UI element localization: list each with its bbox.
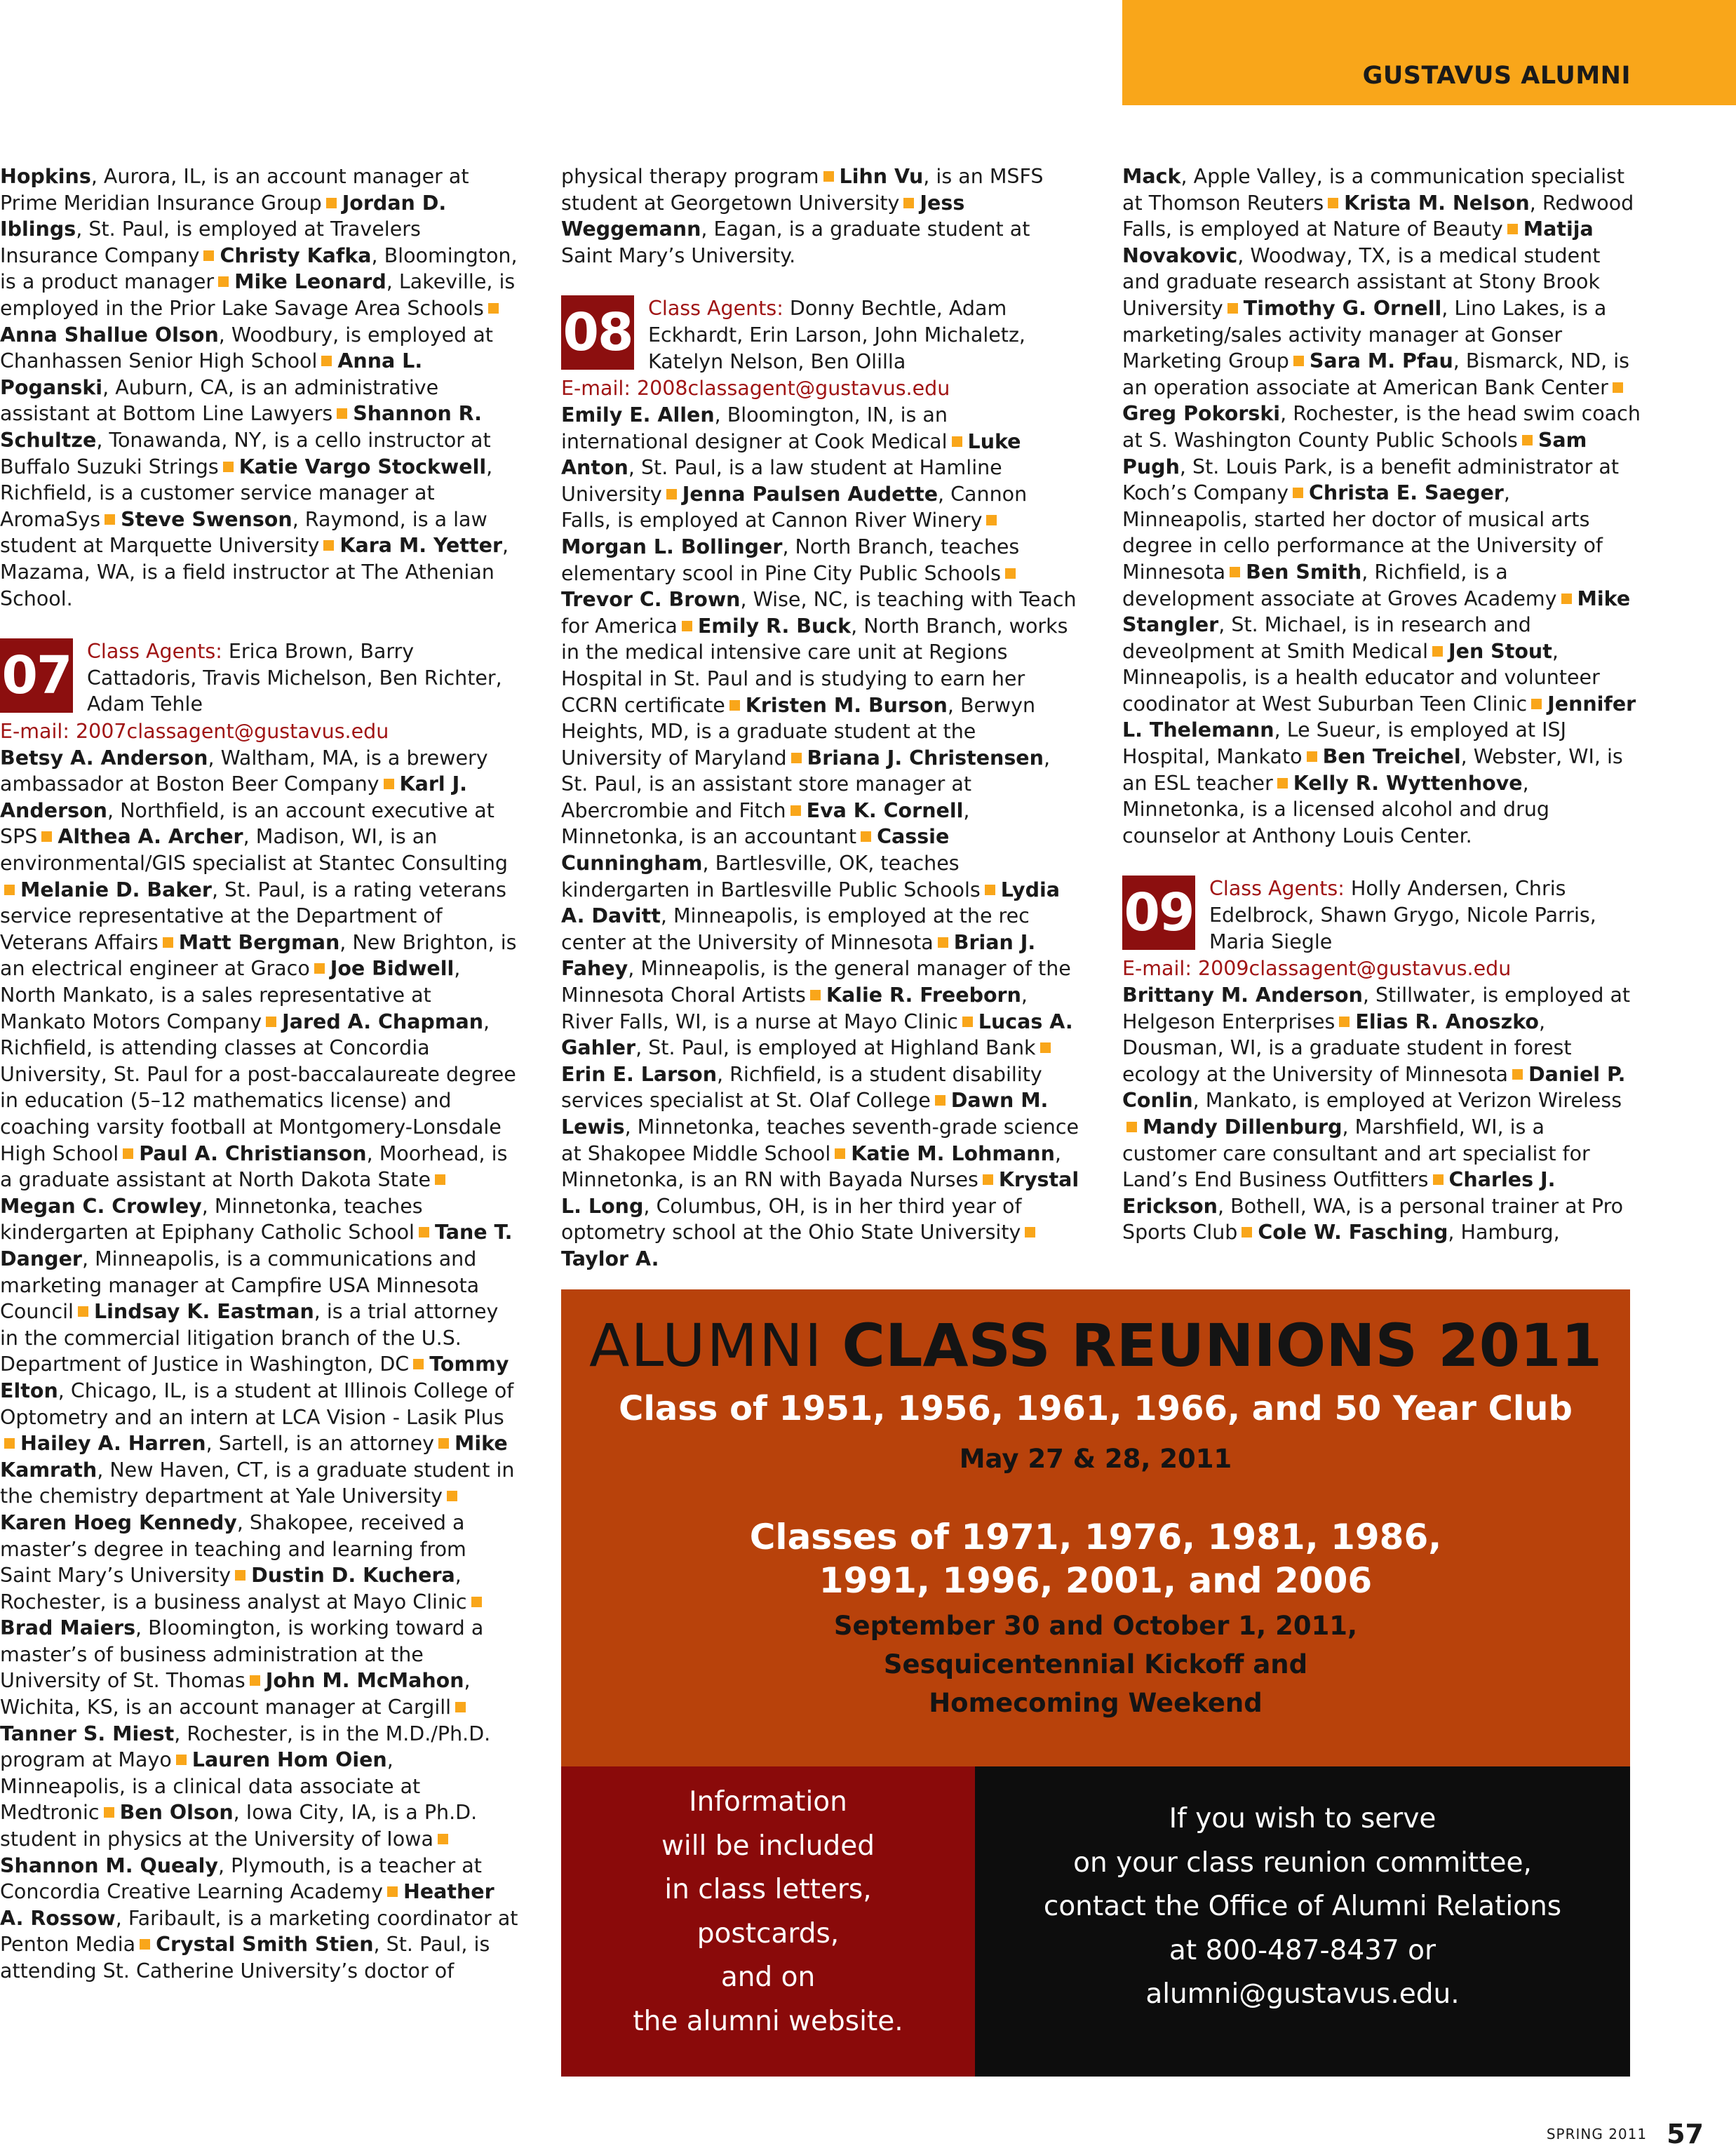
class-agents [87,638,519,718]
alumni-name: Ben Smith [1246,560,1362,584]
alumni-details: , Richfield, is attending classes at Concordia University, St. Paul for a post-baccalaureate degree in education (5–12 mathematics license) and coaching varsity football at Montgomery-Lonsdale High School [0,1010,516,1165]
alumni-details: , Columbus, OH, is in her third year of optometry school at the Ohio State University [561,1194,1022,1245]
alumni-name: Betsy A. Anderson [0,746,208,770]
alumni-entry [20,1432,434,1455]
separator-square-icon [266,1017,276,1027]
reunions-fall-date-line: Sesquicentennial Kickoff and [883,1649,1308,1679]
class-number-badge: 09 [1122,876,1195,950]
class-email-line [1122,955,1641,982]
reunions-box [561,1289,1630,1766]
alumni-details: , Mazama, WA, is a field instructor at The Athenian School. [0,534,509,610]
entries-intro [1122,163,1641,849]
alumni-entry [561,165,819,188]
separator-square-icon [1339,1017,1350,1027]
class-agents-label: Class Agents: [87,640,222,664]
class-agents [1209,876,1641,955]
separator-square-icon [384,779,394,789]
separator-square-icon [140,1939,150,1950]
alumni-name: Jenna Paulsen Audette [682,482,938,506]
alumni-name: Lauren Hom Oien [191,1748,387,1772]
alumni-name: Kristen M. Burson [745,693,948,717]
alumni-details: , Plymouth, is a teacher at Concordia Creative Learning Academy [0,1853,482,1904]
alumni-name: Kelly R. Wyttenhove [1293,771,1523,795]
alumni-name: Eva K. Cornell [806,798,964,822]
separator-square-icon [1328,198,1338,208]
separator-square-icon [387,1886,398,1897]
alumni-name: Jess Weggemann [561,191,965,241]
class-2007-header [0,638,519,718]
separator-square-icon [835,1148,845,1159]
info-line: the alumni website. [633,2005,903,2037]
alumni-details: , Lino Lakes, is a marketing/sales activity manager at Gonser Marketing Group [1122,296,1607,373]
reunions-fall-date-line: September 30 and October 1, 2011, [833,1611,1358,1641]
alumni-details: , Minnetonka, teaches kindergarten at Epiphany Catholic School [0,1194,423,1245]
reunions-fall-classes-line: 1991, 1996, 2001, and 2006 [819,1560,1373,1601]
separator-square-icon [1613,382,1623,393]
alumni-name: Althea A. Archer [58,825,243,849]
alumni-name: Emily R. Buck [697,614,852,638]
reunions-spring-classes: Class of 1951, 1956, 1961, 1966, and 50 Year Club [619,1389,1573,1428]
separator-square-icon [790,805,801,816]
alumni-name: Greg Pokorski [1122,402,1281,426]
info-line: and on [720,1961,816,1993]
contact-box [975,1766,1630,2077]
separator-square-icon [1293,488,1303,498]
contact-line: on your class reunion committee, [1073,1846,1532,1879]
entries-intro [561,163,1080,269]
alumni-details: , Minneapolis, is the general manager of the Minnesota Choral Artists [561,957,1071,1007]
separator-square-icon [729,700,740,711]
alumni-details: , Redwood Falls, is employed at Nature of Beauty [1122,191,1634,241]
alumni-name: Anna Shallue Olson [0,323,219,347]
alumni-name: Morgan L. Bollinger [561,535,783,558]
alumni-details: , Sartell, is an attorney [206,1432,435,1456]
alumni-details: , Minneapolis, is a communications and marketing manager at Campfire USA Minnesota Council [0,1247,480,1324]
separator-square-icon [1227,303,1238,314]
alumni-details: , Richfield, is a development associate at Groves Academy [1122,560,1557,610]
alumni-name: Trevor C. Brown [561,588,741,612]
alumni-name: Cassie Cunningham [561,825,950,876]
alumni-name: Jared A. Chapman [282,1010,484,1033]
alumni-name: Christa E. Saeger [1309,481,1504,505]
class-email-link[interactable]: 2007classagent@gustavus.edu [76,720,389,744]
alumni-details: , Lakeville, is employed in the Prior Lake Savage Area Schools [0,270,516,320]
alumni-name: Mike Stangler [1122,586,1631,637]
alumni-details: , Eagan, is a graduate student at Saint Mary’s University. [561,217,1030,267]
class-agents-names: Erica Brown, Barry Cattadoris, Travis Michelson, Ben Richter, Adam Tehle [87,640,502,716]
alumni-details: , is a trial attorney in the commercial litigation branch of the U.S. Department of Justice in Washington, DC [0,1300,499,1376]
alumni-details: , Rochester, is in the M.D./Ph.D. program at Mayo [0,1722,491,1772]
separator-square-icon [163,937,173,948]
alumni-details: , Chicago, IL, is a student at Illinois College of Optometry and an intern at LCA Vision - Lasik Plus [0,1379,514,1429]
class-email-link[interactable]: 2009classagent@gustavus.edu [1198,957,1512,981]
separator-square-icon [952,436,962,447]
separator-square-icon [235,1570,245,1581]
alumni-name: Dustin D. Kuchera [251,1564,455,1588]
alumni-name: Kalie R. Freeborn [826,984,1021,1007]
alumni-name: Mike Kamrath [0,1432,508,1482]
alumni-name: Jennifer L. Thelemann [1122,692,1636,742]
alumni-details: , Minnetonka, is an RN with Bayada Nurses [561,1141,1061,1192]
separator-square-icon [962,1017,973,1027]
separator-square-icon [326,198,337,208]
alumni-name: Kara M. Yetter [339,534,502,558]
separator-square-icon [438,1834,448,1844]
page-footer [1547,2119,1704,2149]
class-email-link[interactable]: 2008classagent@gustavus.edu [637,377,950,401]
alumni-name: Matija Novakovic [1122,217,1594,267]
alumni-details: physical therapy program [561,165,819,188]
alumni-details: , Webster, WI, is an ESL teacher [1122,745,1623,795]
alumni-name: Lucas A. Gahler [561,1010,1073,1060]
alumni-details: , Aurora, IL, is an account manager at Prime Meridian Insurance Group [0,165,469,215]
alumni-details: , Apple Valley, is a communication specialist at Thomson Reuters [1122,165,1625,215]
class-agents [648,295,1080,375]
separator-square-icon [471,1597,482,1607]
alumni-name: Mike Leonard [234,270,386,294]
alumni-name: Anna L. Poganski [0,349,423,399]
alumni-name: Brittany M. Anderson [1122,984,1363,1007]
alumni-name: Ben Treichel [1322,745,1461,769]
email-label: E-mail: [1122,957,1192,981]
alumni-details: , Bloomington, is working toward a master’s of business administration at the University of St. Thomas [0,1616,484,1693]
alumni-name: Karen Hoeg Kennedy [0,1510,237,1534]
reunions-spring-date: May 27 & 28, 2011 [959,1444,1232,1474]
alumni-details: , Wichita, KS, is an account manager at Cargill [0,1669,471,1719]
alumni-details: , Minneapolis, started her doctor of musical arts degree in cello performance at the University of Minnesota [1122,481,1603,584]
separator-square-icon [1522,435,1533,445]
alumni-details: , North Branch, works in the medical intensive care unit at Regions Hospital in St. Paul and is studying to earn her CCRN certificate [561,614,1068,717]
entries-list [1122,982,1641,1246]
alumni-name: Dawn M. Lewis [561,1089,1049,1139]
separator-square-icon [1531,699,1542,709]
class-2009-header [1122,876,1641,955]
reunions-fall-date [561,1607,1630,1722]
alumni-name: Lydia A. Davitt [561,878,1060,928]
alumni-name: Cole W. Fasching [1258,1221,1448,1245]
reunions-fall-classes [561,1515,1630,1602]
alumni-name: Erin E. Larson [561,1062,718,1086]
alumni-details: , Mankato, is employed at Verizon Wireless [1192,1089,1622,1113]
info-line: postcards, [697,1917,840,1950]
separator-square-icon [823,171,834,182]
alumni-name: Paul A. Christianson [139,1141,367,1165]
alumni-name: Tanner S. Miest [0,1722,175,1745]
alumni-details: , Minnetonka, teaches seventh-grade science at Shakopee Middle School [561,1115,1079,1165]
alumni-name: Crystal Smith Stien [156,1933,374,1957]
separator-square-icon [1432,646,1443,657]
alumni-name: Jen Stout [1448,639,1552,663]
alumni-details: , St. Paul, is employed at Highland Bank [635,1036,1036,1060]
alumni-name: John M. McMahon [265,1669,464,1693]
alumni-name: Katie Vargo Stockwell [238,455,487,478]
alumni-name: Charles J. Erickson [1122,1168,1556,1218]
alumni-details: , St. Paul, is a law student at Hamline University [561,456,1002,506]
alumni-details: , Tonawanda, NY, is a cello instructor at Buffalo Suzuki Strings [0,428,491,478]
separator-square-icon [337,408,347,419]
separator-square-icon [1293,356,1304,366]
email-label: E-mail: [561,377,631,401]
alumni-name: Tane T. Danger [0,1221,513,1270]
alumni-details: , Le Sueur, is employed at ISJ Hospital, Mankato [1122,718,1566,769]
class-agents-names: Donny Bechtle, Adam Eckhardt, Erin Larson, John Michaletz, Katelyn Nelson, Ben Olilla [648,297,1025,373]
alumni-details: , Bloomington, is a product manager [0,243,518,294]
alumni-details: , Dousman, WI, is a graduate student in forest ecology at the University of Minnesota [1122,1010,1572,1086]
alumni-name: Mack [1122,165,1181,188]
alumni-entry [561,535,1019,585]
alumni-details: , Bismarck, ND, is an operation associate at American Bank Center [1122,349,1629,399]
alumni-details: , is an MSFS student at Georgetown University [561,165,1044,215]
alumni-details: , Iowa City, IA, is a Ph.D. student in physics at the University of Iowa [0,1801,478,1851]
alumni-details: , Minneapolis, is employed at the rec center at the University of Minnesota [561,904,1030,954]
separator-square-icon [938,937,948,948]
alumni-name: Timothy G. Ornell [1243,296,1442,320]
alumni-entry [561,1247,659,1270]
alumni-name: Steve Swenson [121,507,292,531]
alumni-name: Hailey A. Harren [20,1432,206,1456]
separator-square-icon [810,990,821,1000]
alumni-details: , Minneapolis, is a health educator and volunteer coodinator at West Suburban Teen Clinic [1122,639,1600,716]
info-box [561,1766,975,2077]
alumni-name: Katie M. Lohmann [851,1141,1055,1165]
alumni-details: , St. Paul, is attending St. Catherine University’s doctor of [0,1933,490,1983]
alumni-name: Brian J. Fahey [561,930,1036,981]
entries-intro [0,163,519,612]
class-number-badge: 08 [561,295,634,370]
alumni-details: , Bartlesville, OK, teaches kindergarten in Bartlesville Public Schools [561,852,981,901]
separator-square-icon [413,1359,424,1369]
class-email-line [0,718,519,745]
separator-square-icon [435,1174,445,1185]
alumni-name: Lihn Vu [839,165,924,188]
separator-square-icon [323,540,334,551]
alumni-name: Emily E. Allen [561,403,715,427]
alumni-details: , Marshfield, WI, is a customer care consultant and art specialist for Land’s End Business Outfitters [1122,1115,1590,1192]
separator-square-icon [861,831,871,842]
separator-square-icon [1242,1227,1252,1238]
alumni-details: , Woodbury, is employed at Chanhassen Senior High School [0,323,493,373]
alumni-details: , Bothell, WA, is a personal trainer at Pro Sports Club [1122,1194,1624,1245]
separator-square-icon [986,515,997,525]
alumni-details: , Cannon Falls, is employed at Cannon River Winery [561,482,1028,532]
contact-phone[interactable]: at 800-487-8437 or [1169,1934,1436,1966]
separator-square-icon [419,1227,429,1238]
alumni-name: Shannon R. Schultze [0,402,482,452]
alumni-details: , St. Paul, is an assistant store manager at Abercrombie and Fitch [561,746,1050,822]
separator-square-icon [935,1095,946,1106]
alumni-details: , Minnetonka, is an accountant [561,798,970,849]
alumni-name: Brad Maiers [0,1616,136,1640]
class-email-line [561,375,1080,402]
separator-square-icon [1561,593,1572,604]
separator-square-icon [78,1306,88,1317]
alumni-entry [0,825,508,875]
page-number: 57 [1667,2119,1704,2149]
separator-square-icon [791,753,802,763]
separator-square-icon [1512,1069,1523,1080]
separator-square-icon [203,250,214,261]
alumni-details: , Richfield, is a student disability services specialist at St. Olaf College [561,1062,1042,1113]
separator-square-icon [1433,1174,1444,1185]
alumni-details: , North Branch, teaches elementary scool in Pine City Public Schools [561,535,1020,585]
reunions-fall-date-line: Homecoming Weekend [929,1688,1263,1718]
alumni-details: , Shakopee, received a master’s degree in teaching and learning from Saint Mary’s University [0,1510,466,1588]
separator-square-icon [1507,224,1518,234]
alumni-name: Matt Bergman [178,930,340,954]
alumni-details: , Wise, NC, is teaching with Teach for America [561,588,1077,638]
column-2 [561,163,1080,1273]
separator-square-icon [1126,1122,1137,1132]
alumni-name: Shannon M. Quealy [0,1853,218,1877]
alumni-details: , Minnetonka, is a licensed alcohol and drug counselor at Anthony Louis Center. [1122,771,1550,847]
contact-email-link[interactable]: alumni@gustavus.edu. [1145,1978,1460,2010]
alumni-name: Jordan D. Iblings [0,191,447,241]
issue-season: SPRING 2011 [1546,2126,1648,2142]
alumni-details: , River Falls, WI, is a nurse at Mayo Clinic [561,984,1028,1033]
contact-line: If you wish to serve [1169,1803,1436,1835]
class-agents-label: Class Agents: [648,297,783,321]
alumni-details: , Rochester, is a business analyst at Mayo Clinic [0,1564,467,1614]
alumni-details: , Raymond, is a law student at Marquette University [0,507,487,558]
alumni-name: Lindsay K. Eastman [93,1300,314,1324]
section-title: GUSTAVUS ALUMNI [1362,62,1631,90]
class-number-badge: 07 [0,638,73,713]
separator-square-icon [447,1491,457,1501]
alumni-details: , Madison, WI, is an environmental/GIS specialist at Stantec Consulting [0,825,508,876]
separator-square-icon [123,1148,133,1159]
separator-square-icon [4,1438,15,1449]
separator-square-icon [903,198,914,208]
class-agents-names: Holly Andersen, Chris Edelbrock, Shawn Grygo, Nicole Parris, Maria Siegle [1209,877,1596,953]
alumni-details: , Rochester, is the head swim coach at S. Washington County Public Schools [1122,402,1641,452]
info-line: will be included [661,1830,875,1862]
separator-square-icon [682,621,692,631]
alumni-name: Heather A. Rossow [0,1880,494,1930]
reunions-fall-classes-line: Classes of 1971, 1976, 1981, 1986, [749,1517,1442,1557]
alumni-name: Luke Anton [561,429,1021,480]
alumni-name: Megan C. Crowley [0,1194,202,1218]
alumni-details: , St. Paul, is a rating veterans service representative at the Department of Veterans Affairs [0,878,506,954]
alumni-details: , Berwyn Heights, MD, is a graduate student at the University of Maryland [561,693,1036,770]
column-3 [1122,163,1641,1246]
alumni-name: Tommy Elton [0,1353,509,1402]
alumni-name: Daniel P. Conlin [1122,1062,1626,1113]
class-2008-header [561,295,1080,375]
alumni-details: , St. Paul, is employed at Travelers Insurance Company [0,217,421,267]
alumni-details: , New Haven, CT, is a graduate student in the chemistry department at Yale University [0,1458,515,1508]
alumni-name: Christy Kafka [220,243,372,267]
entries-list [561,402,1080,1273]
separator-square-icon [1005,568,1016,579]
alumni-details: , Auburn, CA, is an administrative assistant at Bottom Line Lawyers [0,375,439,426]
separator-square-icon [250,1675,260,1686]
alumni-name: Mandy Dillenburg [1143,1115,1343,1139]
email-label: E-mail: [0,720,69,744]
column-1 [0,163,519,1985]
alumni-details: , St. Louis Park, is a benefit administrator at Koch’s Company [1122,455,1619,505]
alumni-name: Briana J. Christensen [807,746,1044,770]
separator-square-icon [985,885,995,895]
separator-square-icon [104,1807,114,1818]
alumni-name: Elias R. Anoszko [1355,1010,1539,1033]
contact-line: contact the Office of Alumni Relations [1043,1891,1562,1922]
separator-square-icon [1307,751,1317,762]
separator-square-icon [1277,778,1288,789]
separator-square-icon [41,831,52,842]
alumni-entry [0,1195,423,1245]
separator-square-icon [4,885,15,895]
alumni-details: , St. Michael, is in research and deveolpment at Smith Medical [1122,613,1531,663]
separator-square-icon [1040,1042,1051,1053]
alumni-name: Sara M. Pfau [1309,349,1453,373]
alumni-details: , Minneapolis, is a clinical data associate at Medtronic [0,1748,421,1825]
alumni-entry [1258,1221,1559,1244]
alumni-name: Joe Bidwell [330,957,455,981]
separator-square-icon [321,356,332,366]
alumni-name: Hopkins [0,165,91,188]
alumni-details: , Northfield, is an account executive at SPS [0,798,494,849]
alumni-name: Sam Pugh [1122,428,1587,478]
separator-square-icon [1230,567,1240,577]
alumni-details: , Moorhead, is a graduate assistant at North Dakota State [0,1141,508,1192]
alumni-name: Ben Olson [119,1801,234,1825]
alumni-name: Melanie D. Baker [20,878,212,901]
alumni-details: , Woodway, TX, is a medical student and graduate research assistant at Stony Brook University [1122,243,1601,320]
class-agents-label: Class Agents: [1209,877,1345,901]
alumni-details: , New Brighton, is an electrical engineer at Graco [0,930,517,981]
info-line: in class letters, [664,1874,872,1905]
alumni-details: , Faribault, is a marketing coordinator at Penton Media [0,1906,518,1957]
separator-square-icon [223,462,234,472]
alumni-name: Taylor A. [561,1247,659,1270]
entries-list [0,745,519,1985]
alumni-name: Karl J. Anderson [0,772,467,822]
alumni-details: , Stillwater, is employed at Helgeson Enterprises [1122,984,1631,1033]
alumni-entry [561,403,948,453]
separator-square-icon [666,489,677,499]
separator-square-icon [176,1755,187,1765]
alumni-details: , North Mankato, is a sales representative at Mankato Motors Company [0,957,461,1033]
reunions-title-thin: ALUMNI [588,1311,823,1380]
separator-square-icon [218,276,229,287]
alumni-name: Krystal L. Long [561,1168,1079,1218]
alumni-name: Krista M. Nelson [1344,191,1530,215]
info-line: Information [689,1786,847,1818]
separator-square-icon [1025,1227,1035,1238]
separator-square-icon [105,514,115,525]
alumni-details: , Bloomington, IN, is an international designer at Cook Medical [561,403,948,453]
alumni-details: , Richfield, is a customer service manager at AromaSys [0,455,493,531]
separator-square-icon [455,1702,466,1712]
reunions-title [561,1310,1630,1381]
alumni-details: , Waltham, MA, is a brewery ambassador at Boston Beer Company [0,746,488,796]
separator-square-icon [438,1438,449,1449]
separator-square-icon [983,1174,993,1185]
separator-square-icon [314,963,325,974]
alumni-details: , Hamburg, [1448,1221,1560,1245]
reunions-title-bold: CLASS REUNIONS 2011 [842,1311,1603,1380]
separator-square-icon [488,303,499,314]
